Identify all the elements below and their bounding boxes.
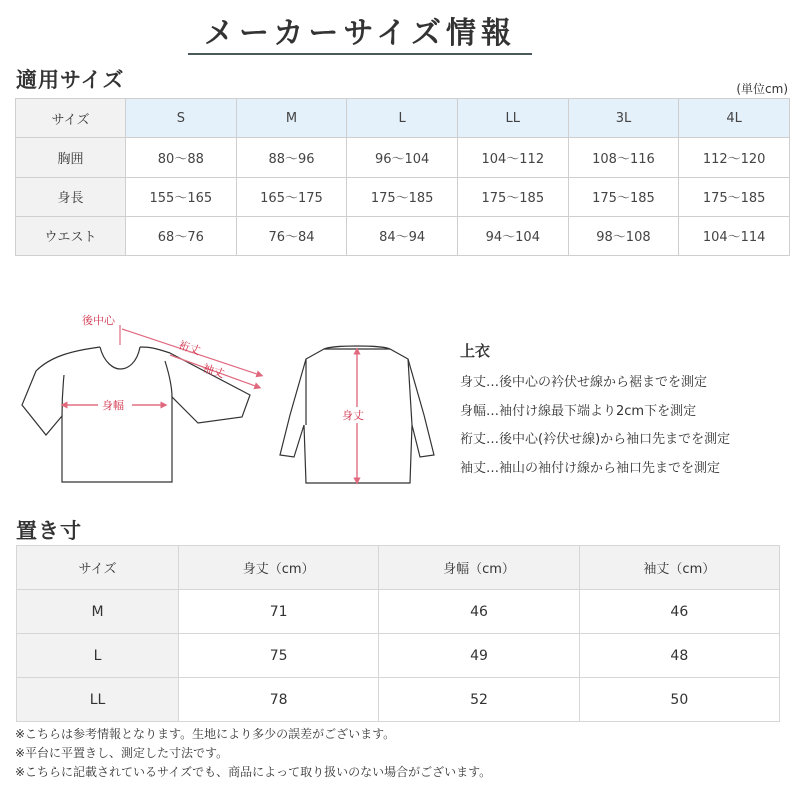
legend-heading: 上衣: [460, 342, 491, 360]
row-label: LL: [17, 678, 179, 722]
footnote: ※こちらに記載されているサイズでも、商品によって取り扱いのない場合がございます。: [15, 765, 492, 779]
row-label: ウエスト: [16, 216, 126, 255]
table-cell: 155〜165: [126, 177, 237, 216]
header-cell: 4L: [679, 99, 790, 138]
footnotes: [15, 725, 491, 782]
garment-measure-table: [16, 545, 780, 722]
page-title: メーカーサイズ情報: [204, 16, 516, 51]
measurement-legend: [460, 340, 730, 483]
legend-line: 袖丈…袖山の袖付け線から袖口先までを測定: [460, 460, 721, 476]
table-cell: 48: [579, 634, 779, 678]
legend-line: 裄丈…後中心(衿伏せ線)から袖口先までを測定: [460, 432, 731, 447]
footnote: ※こちらは参考情報となります。生地により多少の誤差がございます。: [15, 727, 396, 741]
legend-line: 身幅…袖付け線最下端より2cm下を測定: [460, 403, 697, 419]
table-row: [17, 678, 780, 722]
header-cell: S: [126, 99, 237, 138]
table-cell: 52: [379, 678, 579, 722]
table-row: [17, 590, 780, 634]
table-row: [16, 216, 790, 255]
table-cell: 50: [579, 678, 779, 722]
back-center-label: 後中心: [82, 314, 115, 327]
table-cell: 108〜116: [568, 138, 679, 177]
table-cell: 75: [179, 634, 379, 678]
body-width-label: 身幅: [102, 399, 124, 412]
header-cell: 袖丈（cm）: [579, 546, 779, 590]
table-cell: 94〜104: [457, 216, 568, 255]
table-row: [17, 634, 780, 678]
row-label: 胸囲: [16, 138, 126, 177]
table-cell: 76〜84: [236, 216, 347, 255]
header-cell: サイズ: [16, 99, 126, 138]
table-cell: 112〜120: [679, 138, 790, 177]
table-cell: 80〜88: [126, 138, 237, 177]
header-cell: L: [347, 99, 458, 138]
header-cell: サイズ: [17, 546, 179, 590]
table-cell: 104〜112: [457, 138, 568, 177]
row-label: 身長: [16, 177, 126, 216]
table-cell: 175〜185: [347, 177, 458, 216]
table-cell: 49: [379, 634, 579, 678]
table-cell: 175〜185: [457, 177, 568, 216]
title-underline: [188, 53, 532, 55]
sleeve-label: 袖丈: [201, 361, 227, 381]
header-cell: 3L: [568, 99, 679, 138]
garment-section-title: 置き寸: [16, 519, 82, 543]
table-cell: 78: [179, 678, 379, 722]
size-table: [15, 98, 790, 256]
table-row: [16, 138, 790, 177]
row-label: L: [17, 634, 179, 678]
table-row: [16, 177, 790, 216]
header-cell: 身丈（cm）: [179, 546, 379, 590]
yuki-label: 裄丈: [177, 338, 203, 358]
footnote: ※平台に平置きし、測定した寸法です。: [15, 746, 229, 760]
table-cell: 71: [179, 590, 379, 634]
table-cell: 175〜185: [568, 177, 679, 216]
table-cell: 46: [579, 590, 779, 634]
table-cell: 175〜185: [679, 177, 790, 216]
body-length-label: 身丈: [342, 409, 364, 422]
table-cell: 165〜175: [236, 177, 347, 216]
legend-line: 身丈…後中心の衿伏せ線から裾までを測定: [460, 375, 708, 390]
table-cell: 104〜114: [679, 216, 790, 255]
header-cell: LL: [457, 99, 568, 138]
garment-diagram: [10, 305, 440, 490]
header-cell: M: [236, 99, 347, 138]
header-cell: 身幅（cm）: [379, 546, 579, 590]
size-table-header-row: [16, 99, 790, 138]
table-cell: 98〜108: [568, 216, 679, 255]
size-section-title: 適用サイズ: [16, 68, 125, 92]
table-cell: 68〜76: [126, 216, 237, 255]
table-cell: 88〜96: [236, 138, 347, 177]
table-cell: 84〜94: [347, 216, 458, 255]
table-cell: 96〜104: [347, 138, 458, 177]
row-label: M: [17, 590, 179, 634]
garment-table-header-row: [17, 546, 780, 590]
unit-note: (単位cm): [736, 82, 788, 96]
table-cell: 46: [379, 590, 579, 634]
